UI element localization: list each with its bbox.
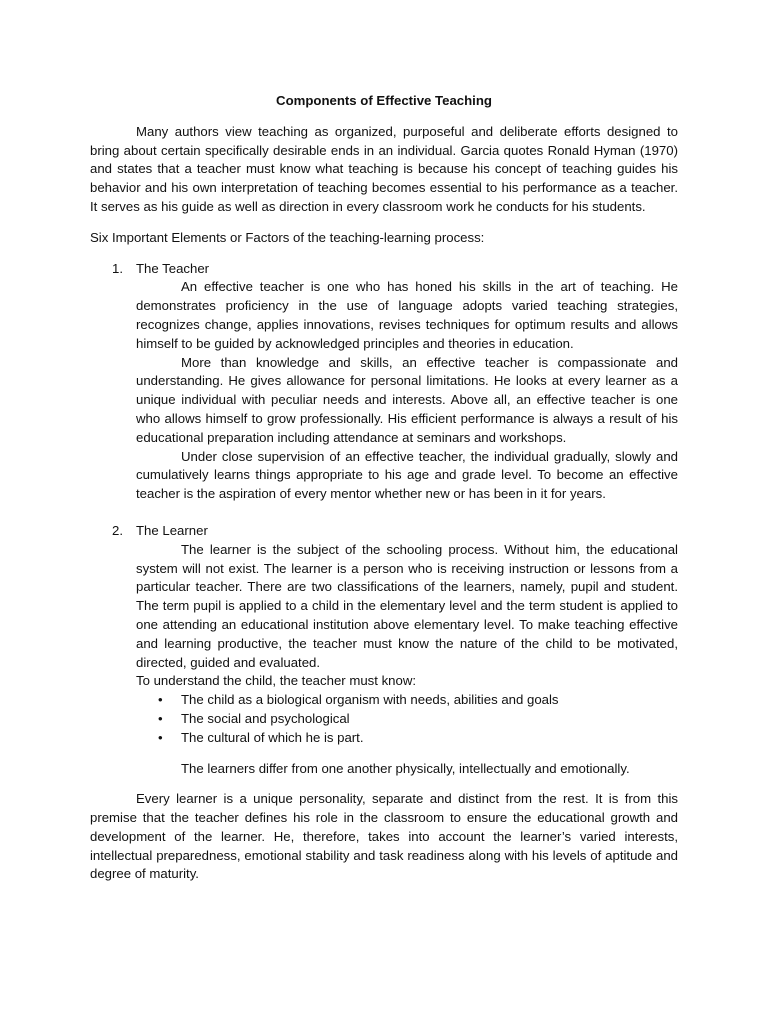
section-title: The Learner — [136, 522, 208, 538]
list-item — [136, 729, 678, 748]
teacher-paragraph-1: An effective teacher is one who has honed his skills in the art of teaching. He demonstrates proficiency in the use of language adopts varied teaching strategies, recognizes change, applies innovations, revises techniques for optimum results and allows himself to be guided by acknowledged principles and theories in education. — [136, 279, 678, 351]
bullet-icon: • — [158, 729, 163, 745]
list-item-text: The child as a biological organism with needs, abilities and goals — [181, 692, 559, 708]
elements-heading: Six Important Elements or Factors of the teaching-learning process: — [90, 229, 485, 245]
document-title: Components of Effective Teaching — [276, 93, 492, 108]
list-item — [136, 710, 678, 729]
section-heading-teacher — [112, 260, 678, 279]
list-item-text: The cultural of which he is part. — [181, 729, 364, 745]
child-knowledge-list — [136, 691, 678, 747]
teacher-paragraph-2: More than knowledge and skills, an effective teacher is compassionate and understanding. He gives allowance for personal limitations. He looks at every learner as a unique individual with peculiar needs and interests. Above all, an effective teacher is one who allows himself to grow professionally. His efficient performance is always a result of his educational preparation including attendance at seminars and workshops. — [136, 354, 678, 445]
list-item — [136, 691, 678, 710]
teacher-paragraph-3: Under close supervision of an effective teacher, the individual gradually, slowly and cumulatively learns things appropriate to his age and grade level. To become an effective teacher is the aspiration of every mentor whether new or has been in it for years. — [136, 448, 678, 502]
list-item-text: The social and psychological — [181, 710, 350, 726]
understand-intro: To understand the child, the teacher must know: — [136, 673, 417, 689]
bullet-icon: • — [158, 710, 163, 726]
section-heading-learner — [112, 522, 678, 541]
learner-paragraph-1: The learner is the subject of the schooling process. Without him, the educational system will not exist. The learner is a person who is receiving instruction or lessons from a particular teacher. There are two classifications of the learners, namely, pupil and student. The term pupil is applied to a child in the elementary level and the term student is applied to one attending an educational institution above elementary level. To make teaching effective and learning productive, the teacher must know the nature of the child to be motivated, directed, guided and evaluated. — [136, 541, 678, 670]
document-page — [90, 92, 678, 884]
intro-paragraph: Many authors view teaching as organized, purposeful and deliberate efforts designed to bring about certain specifically desirable ends in an individual. Garcia quotes Ronald Hyman (1970) and states that a teacher must know what teaching is because his concept of teaching guides his behavior and his own interpretation of teaching becomes essential to his performance as a teacher. It serves as his guide as well as direction in every classroom work he conducts for his students. — [90, 123, 678, 214]
section-teacher — [112, 260, 678, 504]
section-title: The Teacher — [136, 260, 210, 276]
bullet-icon: • — [158, 692, 163, 708]
learners-differ-line: The learners differ from one another physically, intellectually and emotionally. — [181, 760, 630, 776]
section-number: 1. — [112, 260, 123, 276]
section-learner — [112, 522, 678, 778]
closing-paragraph: Every learner is a unique personality, separate and distinct from the rest. It is from this premise that the teacher defines his role in the classroom to ensure the educational growth and development of the learner. He, therefore, takes into account the learner’s varied interests, intellectual preparedness, emotional stability and task readiness along with his levels of aptitude and degree of maturity. — [90, 791, 678, 882]
section-number: 2. — [112, 522, 123, 538]
